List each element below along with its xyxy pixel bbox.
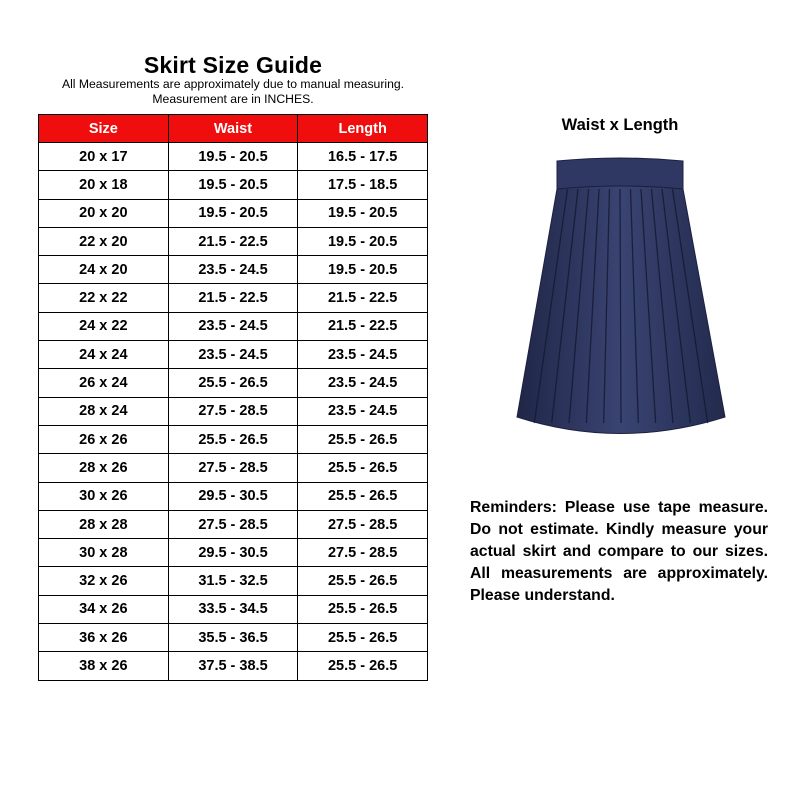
cell-waist: 29.5 - 30.5 (168, 482, 298, 510)
cell-length: 19.5 - 20.5 (298, 227, 428, 255)
table-row (39, 510, 428, 538)
cell-waist: 21.5 - 22.5 (168, 284, 298, 312)
cell-waist: 25.5 - 26.5 (168, 425, 298, 453)
cell-size: 30 x 28 (39, 539, 169, 567)
cell-size: 30 x 26 (39, 482, 169, 510)
table-row (39, 171, 428, 199)
cell-size: 26 x 26 (39, 425, 169, 453)
cell-length: 25.5 - 26.5 (298, 567, 428, 595)
cell-waist: 33.5 - 34.5 (168, 595, 298, 623)
table-row (39, 425, 428, 453)
cell-waist: 23.5 - 24.5 (168, 256, 298, 284)
cell-size: 24 x 24 (39, 341, 169, 369)
cell-waist: 27.5 - 28.5 (168, 454, 298, 482)
cell-length: 25.5 - 26.5 (298, 454, 428, 482)
table-row (39, 567, 428, 595)
cell-length: 16.5 - 17.5 (298, 143, 428, 171)
cell-length: 25.5 - 26.5 (298, 595, 428, 623)
cell-size: 22 x 20 (39, 227, 169, 255)
column-header-waist: Waist (168, 115, 298, 143)
cell-waist: 23.5 - 24.5 (168, 341, 298, 369)
cell-size: 28 x 26 (39, 454, 169, 482)
column-header-length: Length (298, 115, 428, 143)
cell-length: 21.5 - 22.5 (298, 284, 428, 312)
table-row (39, 369, 428, 397)
cell-size: 22 x 22 (39, 284, 169, 312)
cell-length: 19.5 - 20.5 (298, 199, 428, 227)
table-body (39, 143, 428, 681)
cell-size: 28 x 24 (39, 397, 169, 425)
cell-size: 32 x 26 (39, 567, 169, 595)
table-row (39, 482, 428, 510)
cell-length: 23.5 - 24.5 (298, 369, 428, 397)
size-table (38, 114, 428, 681)
table-row (39, 284, 428, 312)
measurement-note-line-1: All Measurements are approximately due to manual measuring. (61, 77, 405, 91)
table-row (39, 539, 428, 567)
cell-size: 26 x 24 (39, 369, 169, 397)
cell-waist: 25.5 - 26.5 (168, 369, 298, 397)
cell-size: 38 x 26 (39, 652, 169, 680)
measurement-note-line-2: Measurement are in INCHES. (152, 91, 314, 106)
table-row (39, 397, 428, 425)
image-caption: Waist x Length (561, 116, 679, 134)
pleated-skirt-illustration (505, 155, 735, 455)
cell-size: 36 x 26 (39, 624, 169, 652)
cell-length: 25.5 - 26.5 (298, 652, 428, 680)
cell-length: 25.5 - 26.5 (298, 425, 428, 453)
table-row (39, 595, 428, 623)
measurement-note (38, 77, 428, 106)
table-row (39, 624, 428, 652)
table-row (39, 227, 428, 255)
table-row (39, 341, 428, 369)
cell-waist: 19.5 - 20.5 (168, 171, 298, 199)
reminders-text: Reminders: Please use tape measure. Do not estimate. Kindly measure your actual skirt and compare to our sizes. All measurements are approximately. Please understand. (470, 499, 768, 604)
cell-waist: 21.5 - 22.5 (168, 227, 298, 255)
table-row (39, 256, 428, 284)
cell-length: 19.5 - 20.5 (298, 256, 428, 284)
table-row (39, 143, 428, 171)
column-header-size: Size (39, 115, 169, 143)
cell-size: 28 x 28 (39, 510, 169, 538)
cell-length: 25.5 - 26.5 (298, 482, 428, 510)
cell-size: 24 x 20 (39, 256, 169, 284)
cell-waist: 35.5 - 36.5 (168, 624, 298, 652)
cell-waist: 23.5 - 24.5 (168, 312, 298, 340)
table-row (39, 199, 428, 227)
cell-waist: 37.5 - 38.5 (168, 652, 298, 680)
table-row (39, 652, 428, 680)
cell-length: 27.5 - 28.5 (298, 510, 428, 538)
cell-waist: 19.5 - 20.5 (168, 199, 298, 227)
table-header-row (39, 115, 428, 143)
cell-waist: 27.5 - 28.5 (168, 397, 298, 425)
cell-size: 20 x 18 (39, 171, 169, 199)
cell-size: 24 x 22 (39, 312, 169, 340)
table-row (39, 454, 428, 482)
cell-waist: 27.5 - 28.5 (168, 510, 298, 538)
cell-size: 20 x 20 (39, 199, 169, 227)
skirt-waistband (557, 158, 683, 189)
cell-length: 25.5 - 26.5 (298, 624, 428, 652)
table-row (39, 312, 428, 340)
cell-size: 20 x 17 (39, 143, 169, 171)
cell-length: 17.5 - 18.5 (298, 171, 428, 199)
cell-length: 21.5 - 22.5 (298, 312, 428, 340)
cell-length: 23.5 - 24.5 (298, 341, 428, 369)
cell-waist: 29.5 - 30.5 (168, 539, 298, 567)
cell-length: 27.5 - 28.5 (298, 539, 428, 567)
cell-size: 34 x 26 (39, 595, 169, 623)
cell-waist: 19.5 - 20.5 (168, 143, 298, 171)
page-title: Skirt Size Guide (143, 52, 323, 78)
cell-length: 23.5 - 24.5 (298, 397, 428, 425)
cell-waist: 31.5 - 32.5 (168, 567, 298, 595)
